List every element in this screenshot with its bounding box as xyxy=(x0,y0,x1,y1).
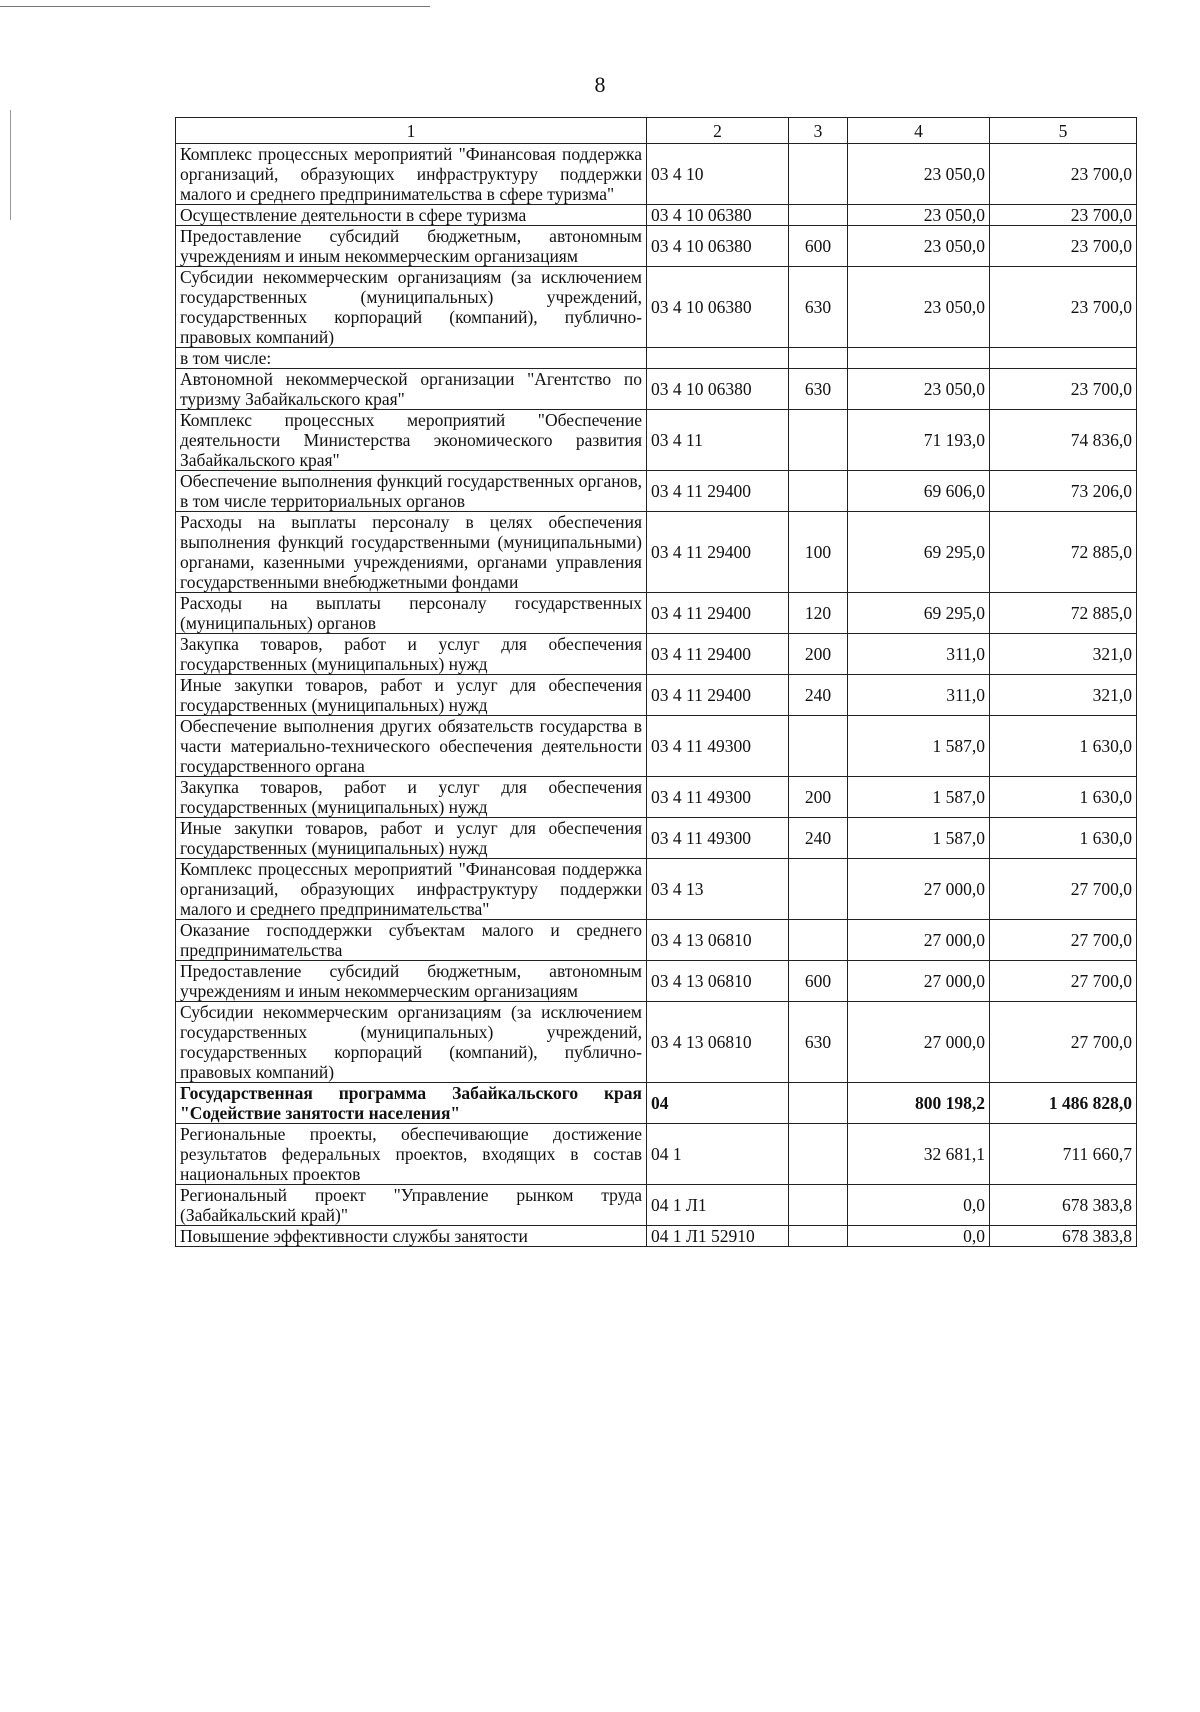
row-code-cell: 03 4 13 06810 xyxy=(647,1002,789,1083)
row-amount-year1-cell: 23 050,0 xyxy=(848,369,990,410)
row-name-cell: Комплекс процессных мероприятий "Финансовая поддержка организаций, образующих инфраструктуру поддержки малого и среднего предпринимательства" xyxy=(176,859,647,920)
row-code-cell: 03 4 10 xyxy=(647,144,789,205)
table-row xyxy=(176,410,1137,471)
row-name-cell: Автономной некоммерческой организации "Агентство по туризму Забайкальского края" xyxy=(176,369,647,410)
table-row xyxy=(176,716,1137,777)
row-expense-type-cell xyxy=(789,1185,848,1226)
scan-artifact-edge xyxy=(10,110,11,220)
row-amount-year2-cell: 23 700,0 xyxy=(990,369,1137,410)
row-amount-year2-cell: 27 700,0 xyxy=(990,1002,1137,1083)
row-amount-year1-cell xyxy=(848,348,990,369)
row-expense-type-cell: 100 xyxy=(789,512,848,593)
table-row xyxy=(176,144,1137,205)
row-amount-year1-cell: 23 050,0 xyxy=(848,144,990,205)
row-name-cell: Предоставление субсидий бюджетным, автономным учреждениям и иным некоммерческим организациям xyxy=(176,961,647,1002)
table-row xyxy=(176,348,1137,369)
row-name-cell: Иные закупки товаров, работ и услуг для обеспечения государственных (муниципальных) нужд xyxy=(176,675,647,716)
row-code-cell: 04 xyxy=(647,1083,789,1124)
row-code-cell: 03 4 11 49300 xyxy=(647,716,789,777)
row-expense-type-cell xyxy=(789,859,848,920)
row-name-cell: Закупка товаров, работ и услуг для обеспечения государственных (муниципальных) нужд xyxy=(176,634,647,675)
row-name-cell: Субсидии некоммерческим организациям (за исключением государственных (муниципальных) учреждений, государственных корпораций (компаний), публично-правовых компаний) xyxy=(176,1002,647,1083)
budget-table xyxy=(175,117,1137,1247)
row-amount-year1-cell: 71 193,0 xyxy=(848,410,990,471)
table-row xyxy=(176,369,1137,410)
row-amount-year1-cell: 23 050,0 xyxy=(848,267,990,348)
table-row xyxy=(176,675,1137,716)
row-expense-type-cell xyxy=(789,410,848,471)
row-name-cell: Предоставление субсидий бюджетным, автономным учреждениям и иным некоммерческим организациям xyxy=(176,226,647,267)
row-expense-type-cell xyxy=(789,348,848,369)
table-row xyxy=(176,1226,1137,1247)
row-code-cell: 03 4 11 49300 xyxy=(647,777,789,818)
row-amount-year2-cell xyxy=(990,348,1137,369)
row-code-cell: 03 4 13 06810 xyxy=(647,920,789,961)
row-amount-year1-cell: 69 295,0 xyxy=(848,512,990,593)
table-row xyxy=(176,593,1137,634)
row-expense-type-cell xyxy=(789,144,848,205)
row-name-cell: Повышение эффективности службы занятости xyxy=(176,1226,647,1247)
row-code-cell: 03 4 11 29400 xyxy=(647,675,789,716)
row-amount-year1-cell: 800 198,2 xyxy=(848,1083,990,1124)
row-amount-year2-cell: 27 700,0 xyxy=(990,859,1137,920)
table-row xyxy=(176,471,1137,512)
row-amount-year1-cell: 69 295,0 xyxy=(848,593,990,634)
budget-table-body xyxy=(176,118,1137,1247)
row-amount-year1-cell: 1 587,0 xyxy=(848,716,990,777)
row-expense-type-cell xyxy=(789,471,848,512)
row-name-cell: Обеспечение выполнения функций государственных органов, в том числе территориальных органов xyxy=(176,471,647,512)
row-code-cell: 03 4 10 06380 xyxy=(647,226,789,267)
row-expense-type-cell: 200 xyxy=(789,777,848,818)
row-amount-year2-cell: 1 486 828,0 xyxy=(990,1083,1137,1124)
row-name-cell: Комплекс процессных мероприятий "Обеспечение деятельности Министерства экономического развития Забайкальского края" xyxy=(176,410,647,471)
table-row xyxy=(176,1002,1137,1083)
row-code-cell: 04 1 xyxy=(647,1124,789,1185)
row-name-cell: Расходы на выплаты персоналу в целях обеспечения выполнения функций государственными (муниципальными) органами, казенными учреждениями, органами управления государственными внебюджетными фондами xyxy=(176,512,647,593)
row-code-cell: 03 4 11 xyxy=(647,410,789,471)
row-code-cell: 03 4 11 29400 xyxy=(647,593,789,634)
header-col-5: 5 xyxy=(990,118,1137,144)
row-amount-year1-cell: 27 000,0 xyxy=(848,920,990,961)
row-amount-year1-cell: 27 000,0 xyxy=(848,961,990,1002)
table-row xyxy=(176,1083,1137,1124)
row-name-cell: в том числе: xyxy=(176,348,647,369)
row-amount-year2-cell: 27 700,0 xyxy=(990,920,1137,961)
row-name-cell: Региональный проект "Управление рынком труда (Забайкальский край)" xyxy=(176,1185,647,1226)
table-row xyxy=(176,267,1137,348)
row-name-cell: Обеспечение выполнения других обязательств государства в части материально-технического обеспечения деятельности государственного органа xyxy=(176,716,647,777)
table-row xyxy=(176,961,1137,1002)
row-amount-year1-cell: 32 681,1 xyxy=(848,1124,990,1185)
row-expense-type-cell: 600 xyxy=(789,226,848,267)
row-code-cell: 03 4 13 xyxy=(647,859,789,920)
row-expense-type-cell xyxy=(789,1124,848,1185)
row-amount-year2-cell: 72 885,0 xyxy=(990,512,1137,593)
row-expense-type-cell: 120 xyxy=(789,593,848,634)
row-name-cell: Региональные проекты, обеспечивающие достижение результатов федеральных проектов, входящих в состав национальных проектов xyxy=(176,1124,647,1185)
row-name-cell: Осуществление деятельности в сфере туризма xyxy=(176,205,647,226)
table-row xyxy=(176,226,1137,267)
row-code-cell: 03 4 10 06380 xyxy=(647,369,789,410)
row-code-cell: 03 4 13 06810 xyxy=(647,961,789,1002)
row-name-cell: Субсидии некоммерческим организациям (за исключением государственных (муниципальных) учреждений, государственных корпораций (компаний), публично-правовых компаний) xyxy=(176,267,647,348)
row-amount-year2-cell: 711 660,7 xyxy=(990,1124,1137,1185)
table-row xyxy=(176,634,1137,675)
table-row xyxy=(176,1185,1137,1226)
row-amount-year2-cell: 678 383,8 xyxy=(990,1226,1137,1247)
row-amount-year1-cell: 27 000,0 xyxy=(848,859,990,920)
table-row xyxy=(176,859,1137,920)
row-code-cell: 03 4 11 29400 xyxy=(647,634,789,675)
row-amount-year1-cell: 23 050,0 xyxy=(848,226,990,267)
table-row xyxy=(176,920,1137,961)
row-amount-year1-cell: 0,0 xyxy=(848,1185,990,1226)
table-header-row xyxy=(176,118,1137,144)
row-amount-year2-cell: 72 885,0 xyxy=(990,593,1137,634)
table-row xyxy=(176,1124,1137,1185)
row-expense-type-cell xyxy=(789,205,848,226)
row-amount-year2-cell: 27 700,0 xyxy=(990,961,1137,1002)
row-code-cell: 04 1 Л1 xyxy=(647,1185,789,1226)
row-expense-type-cell xyxy=(789,1226,848,1247)
row-code-cell: 03 4 11 49300 xyxy=(647,818,789,859)
row-name-cell: Оказание господдержки субъектам малого и среднего предпринимательства xyxy=(176,920,647,961)
row-expense-type-cell: 240 xyxy=(789,675,848,716)
table-row xyxy=(176,205,1137,226)
row-amount-year2-cell: 321,0 xyxy=(990,675,1137,716)
table-row xyxy=(176,777,1137,818)
row-amount-year1-cell: 69 606,0 xyxy=(848,471,990,512)
row-expense-type-cell xyxy=(789,920,848,961)
row-name-cell: Комплекс процессных мероприятий "Финансовая поддержка организаций, образующих инфраструктуру поддержки малого и среднего предпринимательства в сфере туризма" xyxy=(176,144,647,205)
row-amount-year2-cell: 1 630,0 xyxy=(990,818,1137,859)
row-amount-year2-cell: 23 700,0 xyxy=(990,226,1137,267)
row-amount-year2-cell: 73 206,0 xyxy=(990,471,1137,512)
row-name-cell: Расходы на выплаты персоналу государственных (муниципальных) органов xyxy=(176,593,647,634)
row-amount-year2-cell: 321,0 xyxy=(990,634,1137,675)
header-col-2: 2 xyxy=(647,118,789,144)
row-amount-year1-cell: 311,0 xyxy=(848,634,990,675)
row-name-cell: Иные закупки товаров, работ и услуг для обеспечения государственных (муниципальных) нужд xyxy=(176,818,647,859)
row-amount-year1-cell: 311,0 xyxy=(848,675,990,716)
table-row xyxy=(176,818,1137,859)
row-amount-year2-cell: 74 836,0 xyxy=(990,410,1137,471)
row-expense-type-cell: 630 xyxy=(789,1002,848,1083)
row-expense-type-cell: 630 xyxy=(789,369,848,410)
row-expense-type-cell xyxy=(789,716,848,777)
row-amount-year2-cell: 23 700,0 xyxy=(990,267,1137,348)
header-col-3: 3 xyxy=(789,118,848,144)
row-code-cell: 03 4 10 06380 xyxy=(647,205,789,226)
header-col-1: 1 xyxy=(176,118,647,144)
row-code-cell: 03 4 11 29400 xyxy=(647,471,789,512)
row-name-cell: Закупка товаров, работ и услуг для обеспечения государственных (муниципальных) нужд xyxy=(176,777,647,818)
row-code-cell: 03 4 11 29400 xyxy=(647,512,789,593)
row-amount-year2-cell: 23 700,0 xyxy=(990,144,1137,205)
page-number: 8 xyxy=(594,72,606,97)
row-expense-type-cell: 240 xyxy=(789,818,848,859)
row-amount-year1-cell: 23 050,0 xyxy=(848,205,990,226)
row-expense-type-cell: 200 xyxy=(789,634,848,675)
row-amount-year2-cell: 1 630,0 xyxy=(990,777,1137,818)
row-name-cell: Государственная программа Забайкальского края "Содействие занятости населения" xyxy=(176,1083,647,1124)
row-amount-year1-cell: 1 587,0 xyxy=(848,818,990,859)
row-expense-type-cell: 600 xyxy=(789,961,848,1002)
row-code-cell: 04 1 Л1 52910 xyxy=(647,1226,789,1247)
header-col-4: 4 xyxy=(848,118,990,144)
row-amount-year2-cell: 678 383,8 xyxy=(990,1185,1137,1226)
row-expense-type-cell: 630 xyxy=(789,267,848,348)
table-row xyxy=(176,512,1137,593)
scan-artifact-line xyxy=(0,6,430,7)
row-amount-year1-cell: 1 587,0 xyxy=(848,777,990,818)
row-amount-year2-cell: 23 700,0 xyxy=(990,205,1137,226)
row-code-cell xyxy=(647,348,789,369)
row-expense-type-cell xyxy=(789,1083,848,1124)
row-amount-year1-cell: 27 000,0 xyxy=(848,1002,990,1083)
row-amount-year1-cell: 0,0 xyxy=(848,1226,990,1247)
row-code-cell: 03 4 10 06380 xyxy=(647,267,789,348)
row-amount-year2-cell: 1 630,0 xyxy=(990,716,1137,777)
